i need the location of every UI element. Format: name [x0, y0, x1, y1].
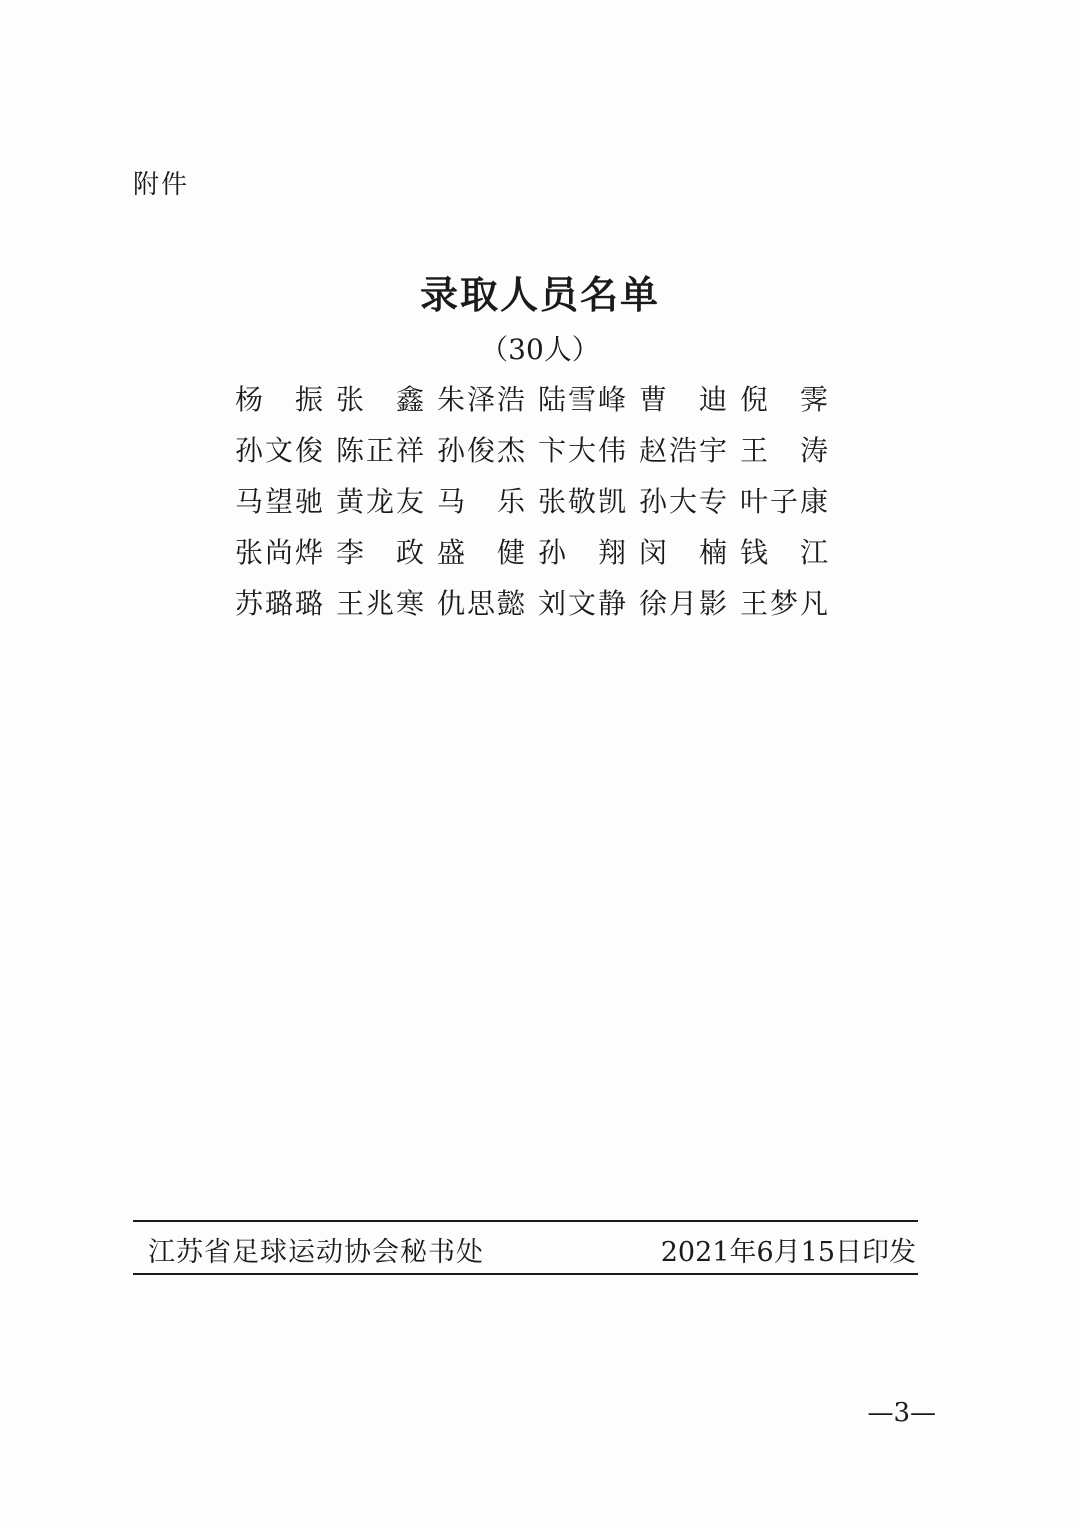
name-entry: 徐 月 影 [638, 587, 727, 620]
name-entry: 王 梦 凡 [739, 587, 828, 620]
name-entry: 赵 浩 宇 [638, 434, 727, 467]
name-entry: 叶 子 康 [739, 485, 828, 518]
name-entry: 张 尚 烨 [234, 536, 323, 569]
name-entry: 张 敬 凯 [537, 485, 626, 518]
name-entry: 朱 泽 浩 [436, 383, 525, 416]
name-entry: 王 涛 [739, 434, 828, 467]
page-number: —3— [867, 1398, 936, 1428]
name-entry: 杨 振 [234, 383, 323, 416]
issuer: 江苏省足球运动协会秘书处 [148, 1237, 484, 1268]
attachment-label: 附件 [133, 170, 190, 200]
name-entry: 盛 健 [436, 536, 525, 569]
name-entry: 卞 大 伟 [537, 434, 626, 467]
name-entry: 陆 雪 峰 [537, 383, 626, 416]
name-entry: 陈 正 祥 [335, 434, 424, 467]
name-entry: 钱 江 [739, 536, 828, 569]
issue-date: 2021年6月15日印发 [660, 1237, 916, 1268]
name-entry: 马 望 驰 [234, 485, 323, 518]
name-entry: 倪 霁 [739, 383, 828, 416]
name-entry: 仇 思 懿 [436, 587, 525, 620]
footer-bottom-rule [133, 1273, 918, 1275]
name-entry: 闵 楠 [638, 536, 727, 569]
footer-top-rule [133, 1220, 918, 1222]
name-entry: 刘 文 静 [537, 587, 626, 620]
headcount: （30人） [480, 333, 600, 366]
name-entry: 孙 俊 杰 [436, 434, 525, 467]
name-entry: 孙 文 俊 [234, 434, 323, 467]
name-entry: 张 鑫 [335, 383, 424, 416]
name-entry: 马 乐 [436, 485, 525, 518]
name-entry: 王 兆 寒 [335, 587, 424, 620]
name-entry: 孙 翔 [537, 536, 626, 569]
name-list [234, 374, 840, 629]
name-entry: 李 政 [335, 536, 424, 569]
name-entry: 苏 璐 璐 [234, 587, 323, 620]
document-title: 录取人员名单 [419, 273, 660, 317]
name-entry: 孙 大 专 [638, 485, 727, 518]
name-entry: 黄 龙 友 [335, 485, 424, 518]
name-entry: 曹 迪 [638, 383, 727, 416]
